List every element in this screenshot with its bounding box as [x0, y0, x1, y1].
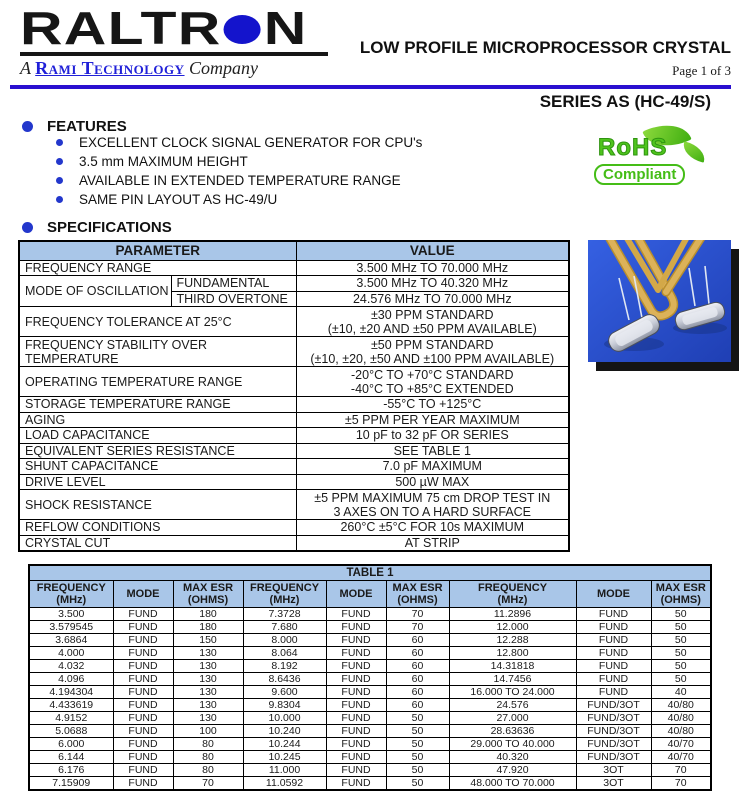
table1-cell: 50 [651, 607, 711, 620]
table1-cell: FUND [326, 607, 386, 620]
table1-cell: 40/70 [651, 750, 711, 763]
table1-cell: 50 [386, 737, 449, 750]
table1-cell: FUND [326, 763, 386, 776]
table1-cell: 11.2896 [449, 607, 576, 620]
table1-cell: 50 [386, 776, 449, 790]
spec-row [19, 428, 569, 444]
spec-row [19, 474, 569, 490]
table1-cell: FUND [113, 620, 173, 633]
table1-cell: FUND [576, 620, 651, 633]
specifications-table [18, 240, 570, 552]
table1-cell: 50 [386, 750, 449, 763]
table1-cell: FUND [326, 776, 386, 790]
table1-cell: 4.096 [29, 672, 113, 685]
table1-cell: 60 [386, 659, 449, 672]
table1-cell: 80 [173, 737, 243, 750]
table1-cell: 3.500 [29, 607, 113, 620]
spec-row [19, 337, 569, 367]
table1-row [29, 724, 711, 737]
table1-cell: 60 [386, 646, 449, 659]
spec-row [19, 260, 569, 276]
spec-row [19, 276, 569, 292]
table1-cell: 80 [173, 763, 243, 776]
esr-frequency-table [28, 564, 712, 791]
spec-value-cell: AT STRIP [296, 535, 569, 551]
table1-cell: 130 [173, 672, 243, 685]
table1-cell: FUND [576, 607, 651, 620]
spec-value-cell: -55°C TO +125°C [296, 397, 569, 413]
spec-parameter-cell: LOAD CAPACITANCE [19, 428, 296, 444]
table1-cell: 50 [651, 672, 711, 685]
spec-header-row [19, 241, 569, 260]
spec-parameter-cell: MODE OF OSCILLATION [19, 276, 171, 307]
bullet-icon [56, 139, 63, 146]
document-title: LOW PROFILE MICROPROCESSOR CRYSTAL [359, 38, 731, 57]
table1-cell: FUND/3OT [576, 724, 651, 737]
table1-cell: 48.000 TO 70.000 [449, 776, 576, 790]
table1-cell: FUND/3OT [576, 698, 651, 711]
table1-cell: 70 [651, 763, 711, 776]
bullet-icon [56, 196, 63, 203]
table1-row [29, 750, 711, 763]
table1-cell: 28.63636 [449, 724, 576, 737]
table1-cell: FUND [576, 672, 651, 685]
table1-row [29, 763, 711, 776]
table1-column-header: FREQUENCY (MHz) [243, 580, 326, 607]
spec-value-cell: 500 µW MAX [296, 474, 569, 490]
feature-item [56, 171, 422, 190]
spec-parameter-cell: EQUIVALENT SERIES RESISTANCE [19, 443, 296, 459]
spec-row [19, 367, 569, 397]
table1-row [29, 776, 711, 790]
table1-column-header: FREQUENCY (MHz) [29, 580, 113, 607]
tagline-brand: Rami Technology [35, 58, 185, 78]
spec-value-cell: -20°C TO +70°C STANDARD -40°C TO +85°C EXTENDED [296, 367, 569, 397]
header-divider [10, 85, 731, 89]
crystal-product-photo [588, 240, 731, 362]
raltron-logo [20, 2, 340, 79]
spec-parameter-cell: FREQUENCY RANGE [19, 260, 296, 276]
table1-cell: 70 [651, 776, 711, 790]
table1-cell: FUND [113, 607, 173, 620]
spec-value-cell: 24.576 MHz TO 70.000 MHz [296, 291, 569, 307]
table1-title-row [29, 565, 711, 580]
table1-cell: 7.680 [243, 620, 326, 633]
table1-cell: 8.064 [243, 646, 326, 659]
table1-cell: 7.15909 [29, 776, 113, 790]
table1-cell: 50 [651, 659, 711, 672]
table1-cell: FUND [113, 763, 173, 776]
table1-cell: FUND [326, 672, 386, 685]
table1-row [29, 711, 711, 724]
table1-cell: FUND [113, 724, 173, 737]
spec-value-cell: 3.500 MHz TO 70.000 MHz [296, 260, 569, 276]
table1-cell: 4.433619 [29, 698, 113, 711]
table1-cell: 40/80 [651, 711, 711, 724]
table1-cell: FUND [113, 737, 173, 750]
table1-cell: 180 [173, 620, 243, 633]
table1-cell: FUND [113, 698, 173, 711]
table1-cell: 27.000 [449, 711, 576, 724]
spec-row [19, 535, 569, 551]
series-title: SERIES AS (HC-49/S) [539, 92, 711, 111]
table1-cell: FUND [113, 685, 173, 698]
table1-cell: FUND [326, 711, 386, 724]
tagline-prefix: A [20, 58, 31, 78]
table1-cell: 150 [173, 633, 243, 646]
table1-cell: FUND [326, 698, 386, 711]
table1-cell: 60 [386, 672, 449, 685]
table1-cell: FUND [576, 633, 651, 646]
spec-header-value: VALUE [296, 241, 569, 260]
table1-row [29, 698, 711, 711]
page-number: Page 1 of 3 [672, 63, 731, 78]
bullet-icon [22, 121, 33, 132]
features-list [56, 133, 422, 209]
spec-value-cell: 3.500 MHz TO 40.320 MHz [296, 276, 569, 292]
table1-cell: 100 [173, 724, 243, 737]
feature-text: EXCELLENT CLOCK SIGNAL GENERATOR FOR CPU's [79, 135, 423, 150]
table1-cell: 10.244 [243, 737, 326, 750]
table1-cell: FUND [576, 659, 651, 672]
spec-subparameter-cell: FUNDAMENTAL [171, 276, 296, 292]
table1-cell: FUND [326, 620, 386, 633]
table1-row [29, 672, 711, 685]
table1-cell: FUND [326, 633, 386, 646]
spec-subparameter-cell: THIRD OVERTONE [171, 291, 296, 307]
spec-value-cell: ±30 PPM STANDARD (±10, ±20 AND ±50 PPM AVAILABLE) [296, 307, 569, 337]
table1-cell: 10.000 [243, 711, 326, 724]
table1-cell: 50 [386, 763, 449, 776]
table1-cell: 40.320 [449, 750, 576, 763]
bullet-icon [56, 158, 63, 165]
bullet-icon [22, 222, 33, 233]
spec-value-cell: 10 pF to 32 pF OR SERIES [296, 428, 569, 444]
spec-value-cell: ±50 PPM STANDARD (±10, ±20, ±50 AND ±100 PPM AVAILABLE) [296, 337, 569, 367]
spec-row [19, 459, 569, 475]
spec-value-cell: SEE TABLE 1 [296, 443, 569, 459]
table1-cell: FUND/3OT [576, 737, 651, 750]
table1-cell: 180 [173, 607, 243, 620]
table1-cell: 6.000 [29, 737, 113, 750]
table1-column-header: MAX ESR (OHMS) [386, 580, 449, 607]
bullet-icon [56, 177, 63, 184]
table1-cell: 80 [173, 750, 243, 763]
feature-text: SAME PIN LAYOUT AS HC-49/U [79, 192, 278, 207]
feature-text: 3.5 mm MAXIMUM HEIGHT [79, 154, 248, 169]
table1-cell: 60 [386, 685, 449, 698]
table1-column-header: MAX ESR (OHMS) [173, 580, 243, 607]
feature-item [56, 133, 422, 152]
table1-cell: FUND [113, 659, 173, 672]
table1-cell: 130 [173, 646, 243, 659]
table1-cell: 9.8304 [243, 698, 326, 711]
logo-text-right: N [263, 2, 308, 54]
table1-cell: 6.144 [29, 750, 113, 763]
table1-cell: FUND/3OT [576, 711, 651, 724]
tagline-suffix: Company [189, 58, 259, 78]
spec-parameter-cell: STORAGE TEMPERATURE RANGE [19, 397, 296, 413]
table1-cell: 4.9152 [29, 711, 113, 724]
table1-row [29, 646, 711, 659]
table1-cell: FUND [326, 737, 386, 750]
table1-row [29, 659, 711, 672]
spec-value-cell: ±5 PPM MAXIMUM 75 cm DROP TEST IN 3 AXES ON TO A HARD SURFACE [296, 490, 569, 520]
table1-cell: 11.0592 [243, 776, 326, 790]
table1-cell: FUND/3OT [576, 750, 651, 763]
table1-cell: 3OT [576, 763, 651, 776]
logo-tagline [20, 58, 340, 79]
table1-cell: 7.3728 [243, 607, 326, 620]
table1-column-header: MODE [576, 580, 651, 607]
table1-cell: 60 [386, 698, 449, 711]
table1-cell: 50 [651, 633, 711, 646]
table1-cell: 6.176 [29, 763, 113, 776]
table1-cell: 130 [173, 711, 243, 724]
spec-row [19, 490, 569, 520]
table1-cell: FUND [326, 659, 386, 672]
table1-cell: FUND [326, 724, 386, 737]
table1-cell: 60 [386, 633, 449, 646]
spec-parameter-cell: FREQUENCY TOLERANCE AT 25°C [19, 307, 296, 337]
table1-cell: FUND [576, 685, 651, 698]
table1-cell: FUND [113, 711, 173, 724]
table1-cell: 29.000 TO 40.000 [449, 737, 576, 750]
table1-column-header: MAX ESR (OHMS) [651, 580, 711, 607]
table1-cell: 9.600 [243, 685, 326, 698]
spec-parameter-cell: CRYSTAL CUT [19, 535, 296, 551]
table1-cell: FUND [576, 646, 651, 659]
table1-cell: 40/80 [651, 698, 711, 711]
table1-cell: FUND [113, 672, 173, 685]
table1-cell: 3.6864 [29, 633, 113, 646]
features-heading-label: FEATURES [47, 118, 127, 135]
spec-parameter-cell: OPERATING TEMPERATURE RANGE [19, 367, 296, 397]
table1-cell: FUND [113, 646, 173, 659]
rohs-badge [594, 126, 704, 198]
table1-cell: 47.920 [449, 763, 576, 776]
table1-cell: 130 [173, 659, 243, 672]
table1-cell: 130 [173, 685, 243, 698]
leaf-icon [680, 141, 707, 162]
table1-row [29, 737, 711, 750]
feature-text: AVAILABLE IN EXTENDED TEMPERATURE RANGE [79, 173, 401, 188]
table1-cell: 14.31818 [449, 659, 576, 672]
table1-column-header: FREQUENCY (MHz) [449, 580, 576, 607]
table1-cell: 4.000 [29, 646, 113, 659]
table1-cell: 70 [386, 620, 449, 633]
table1-column-header: MODE [326, 580, 386, 607]
table1-cell: 3OT [576, 776, 651, 790]
table1-row [29, 685, 711, 698]
table1-cell: 50 [386, 724, 449, 737]
spec-row [19, 443, 569, 459]
table1-cell: FUND [326, 750, 386, 763]
spec-row [19, 397, 569, 413]
table1-cell: FUND [113, 633, 173, 646]
table1-cell: 70 [386, 607, 449, 620]
table1-cell: 4.032 [29, 659, 113, 672]
logo-dot-icon [224, 15, 261, 44]
table1-cell: 40/80 [651, 724, 711, 737]
table1-cell: 70 [173, 776, 243, 790]
table1-cell: 16.000 TO 24.000 [449, 685, 576, 698]
table1-cell: 50 [651, 620, 711, 633]
table1-cell: 8.000 [243, 633, 326, 646]
table1-cell: 24.576 [449, 698, 576, 711]
rohs-compliant-label: Compliant [594, 164, 685, 185]
table1-cell: 130 [173, 698, 243, 711]
table1-cell: 10.240 [243, 724, 326, 737]
table1-cell: FUND [113, 750, 173, 763]
crystal-photo-graphic [588, 240, 731, 362]
spec-parameter-cell: SHOCK RESISTANCE [19, 490, 296, 520]
table1-cell: 50 [386, 711, 449, 724]
table1-cell: 8.6436 [243, 672, 326, 685]
feature-item [56, 190, 422, 209]
feature-item [56, 152, 422, 171]
table1-cell: 14.7456 [449, 672, 576, 685]
spec-header-parameter: PARAMETER [19, 241, 296, 260]
table1-cell: 12.800 [449, 646, 576, 659]
spec-value-cell: ±5 PPM PER YEAR MAXIMUM [296, 412, 569, 428]
table1-header-row [29, 580, 711, 607]
table1-cell: 50 [651, 646, 711, 659]
table1-title: TABLE 1 [29, 565, 711, 580]
table1-cell: 40 [651, 685, 711, 698]
table1-cell: 11.000 [243, 763, 326, 776]
table1-cell: 12.000 [449, 620, 576, 633]
spec-value-cell: 260°C ±5°C FOR 10s MAXIMUM [296, 520, 569, 536]
table1-cell: 3.579545 [29, 620, 113, 633]
table1-cell: 12.288 [449, 633, 576, 646]
table1-cell: FUND [113, 776, 173, 790]
spec-row [19, 412, 569, 428]
table1-cell: 8.192 [243, 659, 326, 672]
rohs-label: RoHS [598, 134, 668, 161]
table1-row [29, 607, 711, 620]
spec-value-cell: 7.0 pF MAXIMUM [296, 459, 569, 475]
logo-text-left: RALTR [20, 2, 222, 54]
table1-cell: 5.0688 [29, 724, 113, 737]
spec-parameter-cell: AGING [19, 412, 296, 428]
specifications-heading-label: SPECIFICATIONS [47, 219, 172, 236]
table1-cell: 40/70 [651, 737, 711, 750]
table1-cell: FUND [326, 646, 386, 659]
table1-cell: 10.245 [243, 750, 326, 763]
table1-row [29, 633, 711, 646]
spec-parameter-cell: REFLOW CONDITIONS [19, 520, 296, 536]
table1-row [29, 620, 711, 633]
spec-parameter-cell: FREQUENCY STABILITY OVER TEMPERATURE [19, 337, 296, 367]
spec-parameter-cell: SHUNT CAPACITANCE [19, 459, 296, 475]
table1-cell: FUND [326, 685, 386, 698]
table1-cell: 4.194304 [29, 685, 113, 698]
spec-row [19, 307, 569, 337]
spec-parameter-cell: DRIVE LEVEL [19, 474, 296, 490]
spec-row [19, 520, 569, 536]
specifications-heading [22, 219, 172, 236]
table1-column-header: MODE [113, 580, 173, 607]
